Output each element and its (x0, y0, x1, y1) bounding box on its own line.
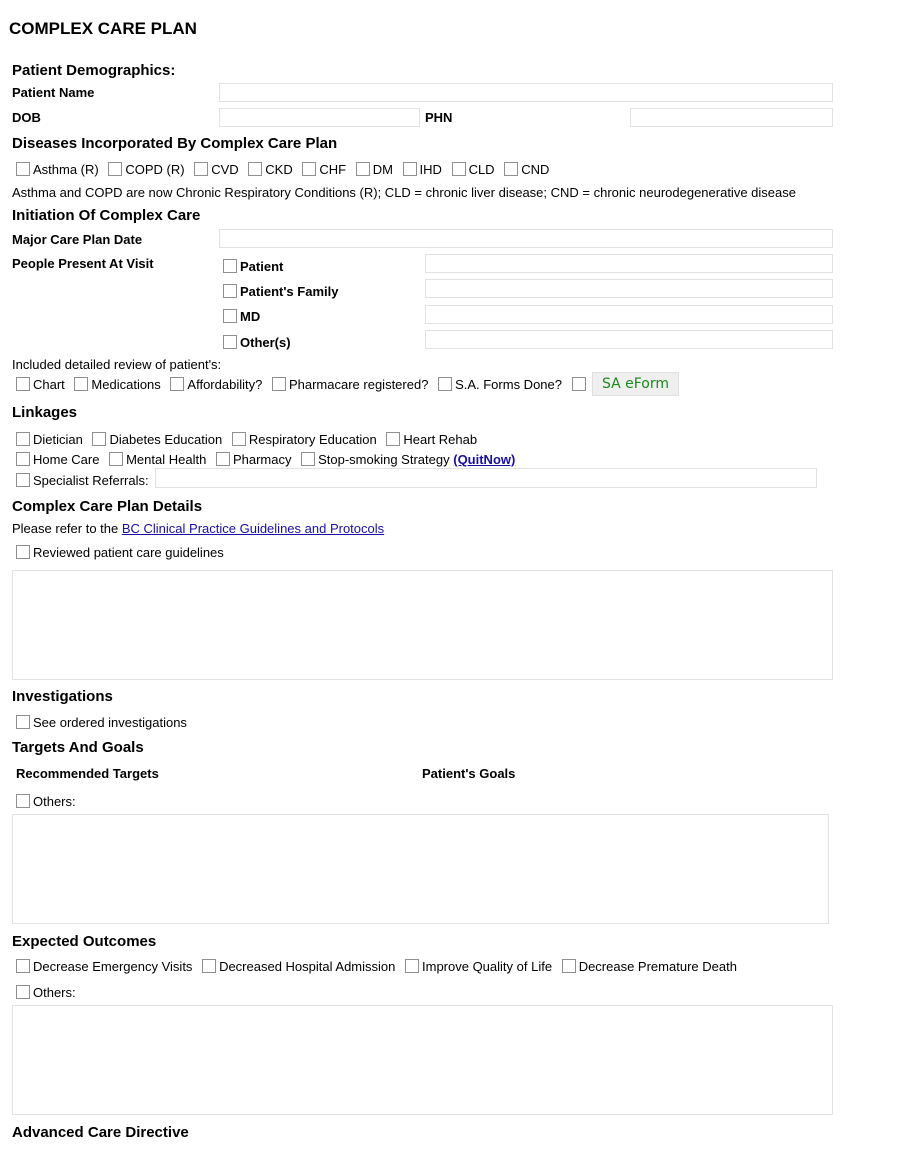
review-label: Included detailed review of patient's: (12, 357, 222, 372)
checkbox[interactable] (194, 162, 208, 176)
checkbox[interactable] (223, 335, 237, 349)
checkbox[interactable] (16, 432, 30, 446)
diseases-checkbox-row (16, 162, 555, 177)
checkbox[interactable] (403, 162, 417, 176)
checkbox[interactable] (223, 309, 237, 323)
targets-textarea[interactable] (12, 814, 829, 924)
major-date-field[interactable] (219, 229, 833, 248)
checkbox[interactable] (216, 452, 230, 466)
sa-eform-button[interactable]: SA eForm (592, 372, 679, 396)
people-patient-field[interactable] (425, 254, 833, 273)
linkages-row-2 (16, 452, 521, 467)
details-textarea[interactable] (12, 570, 833, 680)
review-option[interactable]: Pharmacare registered? (272, 377, 428, 392)
see-investigations-option[interactable]: See ordered investigations (16, 715, 187, 730)
checkbox[interactable] (223, 259, 237, 273)
targets-heading: Targets And Goals (12, 739, 144, 756)
checkbox[interactable] (74, 377, 88, 391)
checkbox[interactable] (16, 377, 30, 391)
people-others-field[interactable] (425, 330, 833, 349)
recommended-targets-label: Recommended Targets (16, 766, 159, 781)
checkbox[interactable] (16, 452, 30, 466)
checkbox[interactable] (272, 377, 286, 391)
checkbox[interactable] (386, 432, 400, 446)
quitnow-link[interactable]: (QuitNow) (453, 452, 516, 467)
outcome-option[interactable]: Decrease Emergency Visits (16, 959, 192, 974)
people-others-option[interactable]: Other(s) (223, 335, 291, 350)
outcome-option[interactable]: Improve Quality of Life (405, 959, 552, 974)
bc-guidelines-link[interactable]: BC Clinical Practice Guidelines and Protocols (121, 521, 385, 536)
demographics-heading: Patient Demographics: (12, 62, 176, 79)
investigations-heading: Investigations (12, 688, 113, 705)
phn-field[interactable] (630, 108, 833, 127)
linkages-heading: Linkages (12, 404, 78, 421)
checkbox[interactable] (16, 794, 30, 808)
checkbox[interactable] (232, 432, 246, 446)
details-heading: Complex Care Plan Details (12, 498, 203, 515)
disease-option[interactable]: CVD (194, 162, 238, 177)
checkbox[interactable] (16, 959, 30, 973)
people-family-option[interactable]: Patient's Family (223, 284, 338, 299)
people-family-field[interactable] (425, 279, 833, 298)
diseases-note: Asthma and COPD are now Chronic Respiratory Conditions (R); CLD = chronic liver disease; CND = chronic neurodegenerative disease (12, 185, 796, 200)
people-md-option[interactable]: MD (223, 309, 260, 324)
linkage-option[interactable]: Heart Rehab (386, 432, 477, 447)
disease-option[interactable]: CKD (248, 162, 292, 177)
specialist-referrals-option[interactable]: Specialist Referrals: (16, 473, 149, 488)
checkbox[interactable] (356, 162, 370, 176)
linkage-option[interactable]: Mental Health (109, 452, 206, 467)
checkbox[interactable] (562, 959, 576, 973)
checkbox[interactable] (302, 162, 316, 176)
checkbox[interactable] (16, 545, 30, 559)
targets-others-option[interactable]: Others: (16, 794, 76, 809)
checkbox[interactable] (438, 377, 452, 391)
checkbox[interactable] (202, 959, 216, 973)
checkbox[interactable] (223, 284, 237, 298)
patient-goals-label: Patient's Goals (422, 766, 516, 781)
disease-option[interactable]: COPD (R) (108, 162, 184, 177)
review-option[interactable]: Chart (16, 377, 65, 392)
disease-option[interactable]: Asthma (R) (16, 162, 99, 177)
disease-option[interactable]: CND (504, 162, 549, 177)
checkbox[interactable] (405, 959, 419, 973)
disease-option[interactable]: IHD (403, 162, 442, 177)
linkages-row-1 (16, 432, 483, 447)
review-option[interactable]: Affordability? (170, 377, 262, 392)
reviewed-guidelines-option[interactable]: Reviewed patient care guidelines (16, 545, 224, 560)
advanced-care-heading: Advanced Care Directive (12, 1124, 189, 1141)
people-present-label: People Present At Visit (12, 256, 154, 271)
outcomes-textarea[interactable] (12, 1005, 833, 1115)
linkage-option[interactable]: Pharmacy (216, 452, 292, 467)
checkbox[interactable] (170, 377, 184, 391)
disease-option[interactable]: CLD (452, 162, 495, 177)
linkage-option[interactable]: Home Care (16, 452, 99, 467)
checkbox[interactable] (92, 432, 106, 446)
page-title: COMPLEX CARE PLAN (9, 19, 197, 38)
linkage-option[interactable]: Diabetes Education (92, 432, 222, 447)
review-option[interactable]: S.A. Forms Done? (438, 377, 562, 392)
checkbox[interactable] (16, 473, 30, 487)
checkbox[interactable] (108, 162, 122, 176)
checkbox[interactable] (16, 985, 30, 999)
patient-name-field[interactable] (219, 83, 833, 102)
dob-field[interactable] (219, 108, 420, 127)
sa-eform-checkbox[interactable] (572, 377, 586, 391)
outcome-option[interactable]: Decrease Premature Death (562, 959, 737, 974)
initiation-heading: Initiation Of Complex Care (12, 207, 201, 224)
checkbox[interactable] (248, 162, 262, 176)
outcomes-heading: Expected Outcomes (12, 933, 157, 950)
checkbox[interactable] (452, 162, 466, 176)
diseases-heading: Diseases Incorporated By Complex Care Plan (12, 135, 338, 152)
major-date-label: Major Care Plan Date (12, 232, 143, 247)
outcomes-others-option[interactable]: Others: (16, 985, 76, 1000)
review-checkbox-row (16, 377, 589, 392)
checkbox[interactable] (109, 452, 123, 466)
linkage-option[interactable]: Dietician (16, 432, 83, 447)
linkage-option[interactable]: Respiratory Education (232, 432, 377, 447)
checkbox[interactable] (504, 162, 518, 176)
details-refer-text: Please refer to the BC Clinical Practice Guidelines and Protocols (12, 521, 385, 536)
dob-label: DOB (12, 110, 41, 125)
phn-label: PHN (425, 110, 453, 125)
disease-option[interactable]: DM (356, 162, 393, 177)
checkbox[interactable] (16, 162, 30, 176)
people-md-field[interactable] (425, 305, 833, 324)
linkage-option[interactable]: Stop-smoking Strategy (QuitNow) (301, 452, 515, 467)
outcome-option[interactable]: Decreased Hospital Admission (202, 959, 395, 974)
patient-name-label: Patient Name (12, 85, 95, 100)
review-option[interactable]: Medications (74, 377, 160, 392)
specialist-referrals-field[interactable] (155, 468, 817, 488)
disease-option[interactable]: CHF (302, 162, 346, 177)
people-patient-option[interactable]: Patient (223, 259, 283, 274)
outcomes-checkbox-row (16, 959, 743, 974)
checkbox[interactable] (16, 715, 30, 729)
checkbox[interactable] (301, 452, 315, 466)
